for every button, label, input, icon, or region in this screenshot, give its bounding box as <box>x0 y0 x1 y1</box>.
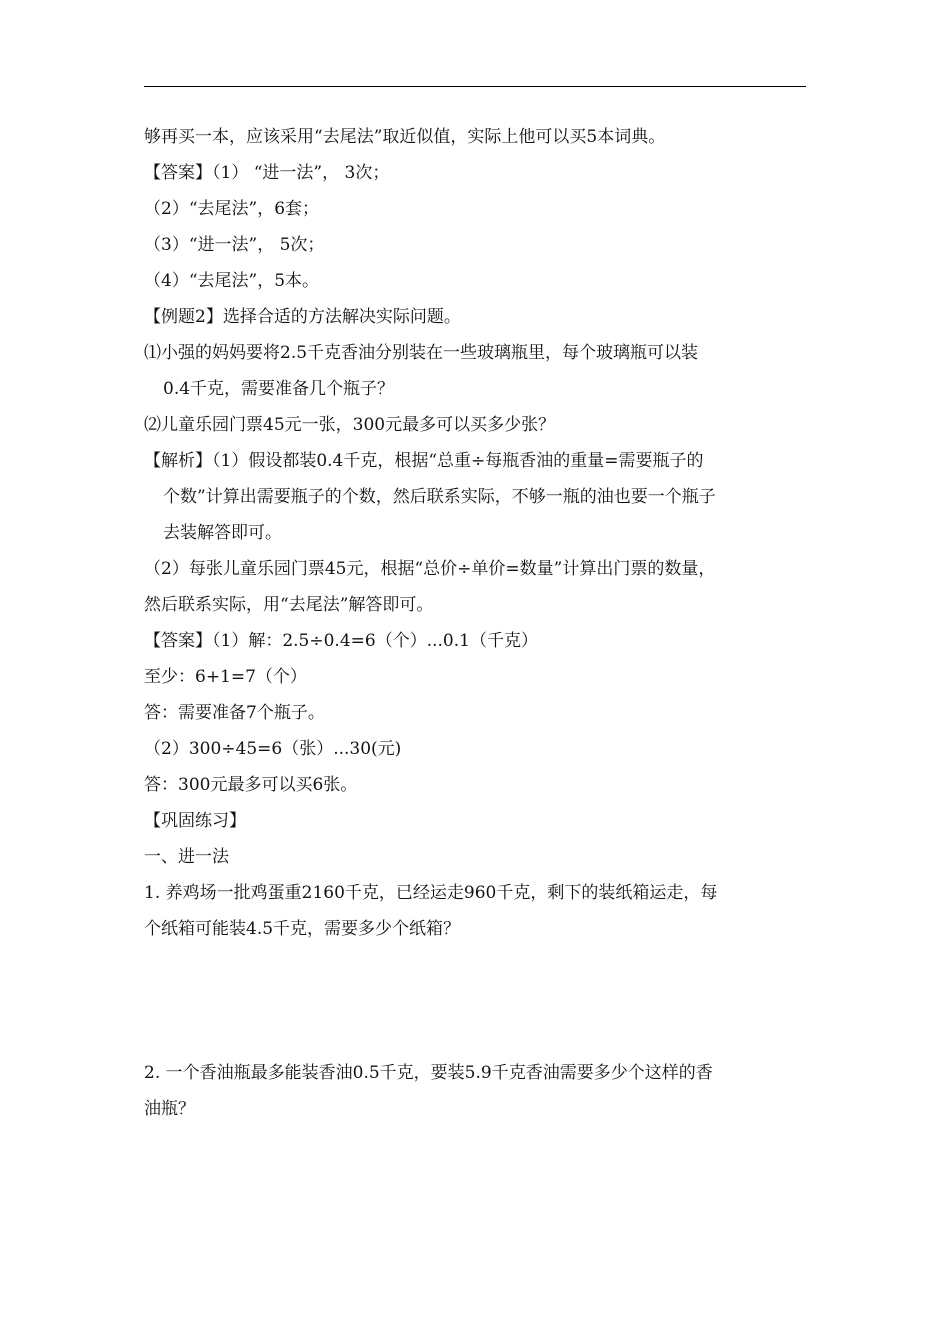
text-line: （4）“去尾法”，5本。 <box>144 271 320 291</box>
text-line: 然后联系实际，用“去尾法”解答即可。 <box>144 595 434 615</box>
header-rule <box>144 86 806 87</box>
text-line: 个数”计算出需要瓶子的个数，然后联系实际，不够一瓶的油也要一个瓶子 <box>163 487 716 507</box>
exercise-line: 2. 一个香油瓶最多能装香油0.5千克，要装5.9千克香油需要多少个这样的香 <box>144 1063 713 1083</box>
text-line: （2）每张儿童乐园门票45元，根据“总价÷单价=数量”计算出门票的数量， <box>144 559 716 579</box>
text-line: （2）“去尾法”，6套； <box>144 199 320 219</box>
answer-heading-line: 【答案】（1）解：2.5÷0.4=6（个）...0.1（千克） <box>144 631 538 651</box>
practice-heading: 【巩固练习】 <box>144 811 246 831</box>
exercise-line: 1. 养鸡场一批鸡蛋重2160千克，已经运走960千克，剩下的装纸箱运走，每 <box>144 883 718 903</box>
answer-heading-line: 【答案】（1） “进一法”， 3次； <box>144 163 390 183</box>
text-line: （2）300÷45=6（张）...30(元) <box>144 739 402 759</box>
text-line: 去装解答即可。 <box>163 523 282 543</box>
analysis-heading-line: 【解析】（1）假设都装0.4千克，根据“总重÷每瓶香油的重量=需要瓶子的 <box>144 451 704 471</box>
question-line: ⑴小强的妈妈要将2.5千克香油分别装在一些玻璃瓶里，每个玻璃瓶可以装 <box>144 343 699 363</box>
text-line: 答：需要准备7个瓶子。 <box>144 703 325 723</box>
example-heading-line: 【例题2】选择合适的方法解决实际问题。 <box>144 307 461 327</box>
question-line: ⑵儿童乐园门票45元一张，300元最多可以买多少张？ <box>144 415 556 435</box>
exercise-line: 个纸箱可能装4.5千克，需要多少个纸箱？ <box>144 919 461 939</box>
text-line: 够再买一本，应该采用“去尾法”取近似值，实际上他可以买5本词典。 <box>144 127 666 147</box>
text-line: 至少：6+1=7（个） <box>144 667 307 687</box>
section-heading: 一、进一法 <box>144 847 229 867</box>
question-line: 0.4千克，需要准备几个瓶子？ <box>163 379 395 399</box>
text-line: 答：300元最多可以买6张。 <box>144 775 358 795</box>
exercise-line: 油瓶？ <box>144 1099 195 1119</box>
text-line: （3）“进一法”， 5次； <box>144 235 325 255</box>
